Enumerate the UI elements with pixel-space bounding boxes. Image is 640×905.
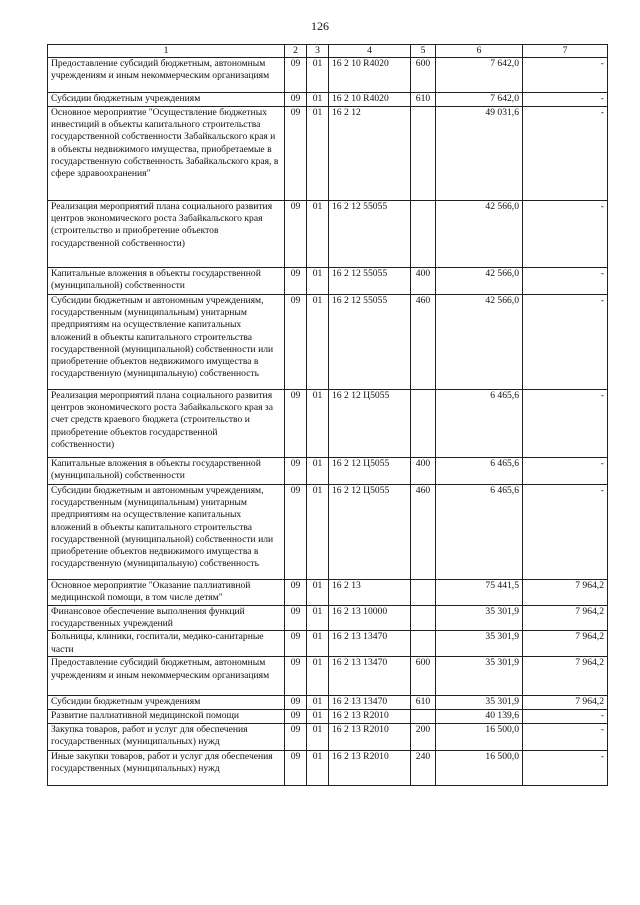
expense-type-cell xyxy=(411,710,436,723)
section-cell: 09 xyxy=(285,710,307,723)
amount-federal-cell: 7 964,2 xyxy=(523,631,608,657)
amount-federal-cell: 7 964,2 xyxy=(523,696,608,710)
subsection-cell: 01 xyxy=(307,107,329,201)
amount-federal-cell: 7 964,2 xyxy=(523,606,608,631)
table-row xyxy=(48,107,608,201)
table-row xyxy=(48,580,608,606)
amount-federal-cell: 7 964,2 xyxy=(523,580,608,606)
target-article-cell: 16 2 12 Ц5055 xyxy=(329,390,411,458)
row-name-cell: Капитальные вложения в объекты государственной (муниципальной) собственности xyxy=(48,268,285,295)
table-row xyxy=(48,295,608,390)
table-row xyxy=(48,268,608,295)
subsection-cell: 01 xyxy=(307,696,329,710)
target-article-cell: 16 2 10 R4020 xyxy=(329,58,411,93)
section-cell: 09 xyxy=(285,606,307,631)
target-article-cell: 16 2 13 13470 xyxy=(329,657,411,696)
subsection-cell: 01 xyxy=(307,295,329,390)
header-cell: 1 xyxy=(48,45,285,58)
amount-federal-cell: - xyxy=(523,458,608,485)
subsection-cell: 01 xyxy=(307,458,329,485)
row-name-cell: Больницы, клиники, госпитали, медико-санитарные части xyxy=(48,631,285,657)
table-row xyxy=(48,485,608,580)
subsection-cell: 01 xyxy=(307,58,329,93)
expense-type-cell xyxy=(411,107,436,201)
budget-table xyxy=(47,44,608,786)
amount-cell: 40 139,6 xyxy=(436,710,523,723)
table-row xyxy=(48,93,608,107)
subsection-cell: 01 xyxy=(307,710,329,723)
page-number: 126 xyxy=(311,19,329,33)
amount-cell: 16 500,0 xyxy=(436,750,523,785)
table-row xyxy=(48,606,608,631)
section-cell: 09 xyxy=(285,107,307,201)
expense-type-cell: 400 xyxy=(411,268,436,295)
amount-cell: 49 031,6 xyxy=(436,107,523,201)
subsection-cell: 01 xyxy=(307,390,329,458)
row-name-cell: Субсидии бюджетным и автономным учреждениям, государственным (муниципальным) унитарным предприятиям на осуществление капитальных вложений в объекты капитального строительства государственной (муниципальной) собственности или приобретение объектов недвижимого имущества в государственную (муниципальную) собственность xyxy=(48,295,285,390)
amount-federal-cell: - xyxy=(523,268,608,295)
section-cell: 09 xyxy=(285,201,307,268)
expense-type-cell xyxy=(411,606,436,631)
amount-cell: 42 566,0 xyxy=(436,268,523,295)
section-cell: 09 xyxy=(285,750,307,785)
header-cell: 7 xyxy=(523,45,608,58)
amount-federal-cell: - xyxy=(523,93,608,107)
amount-federal-cell: - xyxy=(523,750,608,785)
subsection-cell: 01 xyxy=(307,631,329,657)
subsection-cell: 01 xyxy=(307,485,329,580)
row-name-cell: Предоставление субсидий бюджетным, автономным учреждениям и иным некоммерческим организациям xyxy=(48,657,285,696)
amount-federal-cell: 7 964,2 xyxy=(523,657,608,696)
section-cell: 09 xyxy=(285,268,307,295)
table-row xyxy=(48,710,608,723)
amount-cell: 7 642,0 xyxy=(436,93,523,107)
amount-cell: 42 566,0 xyxy=(436,201,523,268)
section-cell: 09 xyxy=(285,657,307,696)
target-article-cell: 16 2 12 Ц5055 xyxy=(329,485,411,580)
section-cell: 09 xyxy=(285,485,307,580)
row-name-cell: Развитие паллиативной медицинской помощи xyxy=(48,710,285,723)
expense-type-cell xyxy=(411,390,436,458)
header-cell: 4 xyxy=(329,45,411,58)
row-name-cell: Реализация мероприятий плана социального развития центров экономического роста Забайкальского края (строительство и приобретение объектов государственной собственности) xyxy=(48,201,285,268)
row-name-cell: Закупка товаров, работ и услуг для обеспечения государственных (муниципальных) нужд xyxy=(48,723,285,750)
amount-federal-cell: - xyxy=(523,201,608,268)
expense-type-cell xyxy=(411,580,436,606)
target-article-cell: 16 2 12 55055 xyxy=(329,268,411,295)
row-name-cell: Субсидии бюджетным и автономным учреждениям, государственным (муниципальным) унитарным предприятиям на осуществление капитальных вложений в объекты капитального строительства государственной (муниципальной) собственности или приобретение объектов недвижимого имущества в государственную (муниципальную) собственность xyxy=(48,485,285,580)
subsection-cell: 01 xyxy=(307,606,329,631)
row-name-cell: Субсидии бюджетным учреждениям xyxy=(48,696,285,710)
row-name-cell: Субсидии бюджетным учреждениям xyxy=(48,93,285,107)
expense-type-cell xyxy=(411,201,436,268)
expense-type-cell: 600 xyxy=(411,657,436,696)
target-article-cell: 16 2 12 xyxy=(329,107,411,201)
amount-cell: 6 465,6 xyxy=(436,458,523,485)
target-article-cell: 16 2 13 xyxy=(329,580,411,606)
amount-cell: 35 301,9 xyxy=(436,606,523,631)
section-cell: 09 xyxy=(285,93,307,107)
amount-cell: 16 500,0 xyxy=(436,723,523,750)
amount-federal-cell: - xyxy=(523,710,608,723)
amount-cell: 42 566,0 xyxy=(436,295,523,390)
table-row xyxy=(48,657,608,696)
target-article-cell: 16 2 12 Ц5055 xyxy=(329,458,411,485)
amount-federal-cell: - xyxy=(523,485,608,580)
target-article-cell: 16 2 12 55055 xyxy=(329,201,411,268)
expense-type-cell xyxy=(411,631,436,657)
table-row xyxy=(48,723,608,750)
amount-cell: 6 465,6 xyxy=(436,485,523,580)
target-article-cell: 16 2 13 R2010 xyxy=(329,710,411,723)
target-article-cell: 16 2 12 55055 xyxy=(329,295,411,390)
amount-cell: 75 441,5 xyxy=(436,580,523,606)
header-cell: 5 xyxy=(411,45,436,58)
expense-type-cell: 400 xyxy=(411,458,436,485)
amount-federal-cell: - xyxy=(523,107,608,201)
row-name-cell: Реализация мероприятий плана социального развития центров экономического роста Забайкальского края за счет средств краевого бюджета (строительство и приобретение объектов государственной собственности) xyxy=(48,390,285,458)
target-article-cell: 16 2 13 13470 xyxy=(329,696,411,710)
table-row xyxy=(48,696,608,710)
table-row xyxy=(48,201,608,268)
amount-cell: 35 301,9 xyxy=(436,696,523,710)
table-row xyxy=(48,750,608,785)
expense-type-cell: 610 xyxy=(411,696,436,710)
target-article-cell: 16 2 13 R2010 xyxy=(329,723,411,750)
row-name-cell: Основное мероприятие "Осуществление бюджетных инвестиций в объекты капитального строительства государственной собственности Забайкальского края и в объекты недвижимого имущества, приобретаемые в государственную собственность Забайкальского края, в сфере здравоохранения" xyxy=(48,107,285,201)
row-name-cell: Предоставление субсидий бюджетным, автономным учреждениям и иным некоммерческим организациям xyxy=(48,58,285,93)
subsection-cell: 01 xyxy=(307,580,329,606)
amount-federal-cell: - xyxy=(523,390,608,458)
subsection-cell: 01 xyxy=(307,201,329,268)
subsection-cell: 01 xyxy=(307,750,329,785)
amount-federal-cell: - xyxy=(523,58,608,93)
target-article-cell: 16 2 13 10000 xyxy=(329,606,411,631)
amount-cell: 35 301,9 xyxy=(436,657,523,696)
amount-cell: 35 301,9 xyxy=(436,631,523,657)
table-row xyxy=(48,58,608,93)
section-cell: 09 xyxy=(285,58,307,93)
target-article-cell: 16 2 13 13470 xyxy=(329,631,411,657)
section-cell: 09 xyxy=(285,696,307,710)
table-row xyxy=(48,390,608,458)
subsection-cell: 01 xyxy=(307,657,329,696)
subsection-cell: 01 xyxy=(307,268,329,295)
amount-federal-cell: - xyxy=(523,723,608,750)
header-cell: 3 xyxy=(307,45,329,58)
expense-type-cell: 200 xyxy=(411,723,436,750)
amount-cell: 7 642,0 xyxy=(436,58,523,93)
subsection-cell: 01 xyxy=(307,93,329,107)
section-cell: 09 xyxy=(285,390,307,458)
target-article-cell: 16 2 13 R2010 xyxy=(329,750,411,785)
amount-cell: 6 465,6 xyxy=(436,390,523,458)
expense-type-cell: 600 xyxy=(411,58,436,93)
table-row xyxy=(48,458,608,485)
section-cell: 09 xyxy=(285,458,307,485)
target-article-cell: 16 2 10 R4020 xyxy=(329,93,411,107)
row-name-cell: Основное мероприятие "Оказание паллиативной медицинской помощи, в том числе детям" xyxy=(48,580,285,606)
row-name-cell: Финансовое обеспечение выполнения функций государственных учреждений xyxy=(48,606,285,631)
row-name-cell: Капитальные вложения в объекты государственной (муниципальной) собственности xyxy=(48,458,285,485)
expense-type-cell: 240 xyxy=(411,750,436,785)
expense-type-cell: 610 xyxy=(411,93,436,107)
table-row xyxy=(48,631,608,657)
amount-federal-cell: - xyxy=(523,295,608,390)
expense-type-cell: 460 xyxy=(411,485,436,580)
header-cell: 6 xyxy=(436,45,523,58)
section-cell: 09 xyxy=(285,631,307,657)
section-cell: 09 xyxy=(285,295,307,390)
row-name-cell: Иные закупки товаров, работ и услуг для обеспечения государственных (муниципальных) нужд xyxy=(48,750,285,785)
section-cell: 09 xyxy=(285,723,307,750)
section-cell: 09 xyxy=(285,580,307,606)
header-row xyxy=(48,45,608,58)
expense-type-cell: 460 xyxy=(411,295,436,390)
subsection-cell: 01 xyxy=(307,723,329,750)
header-cell: 2 xyxy=(285,45,307,58)
